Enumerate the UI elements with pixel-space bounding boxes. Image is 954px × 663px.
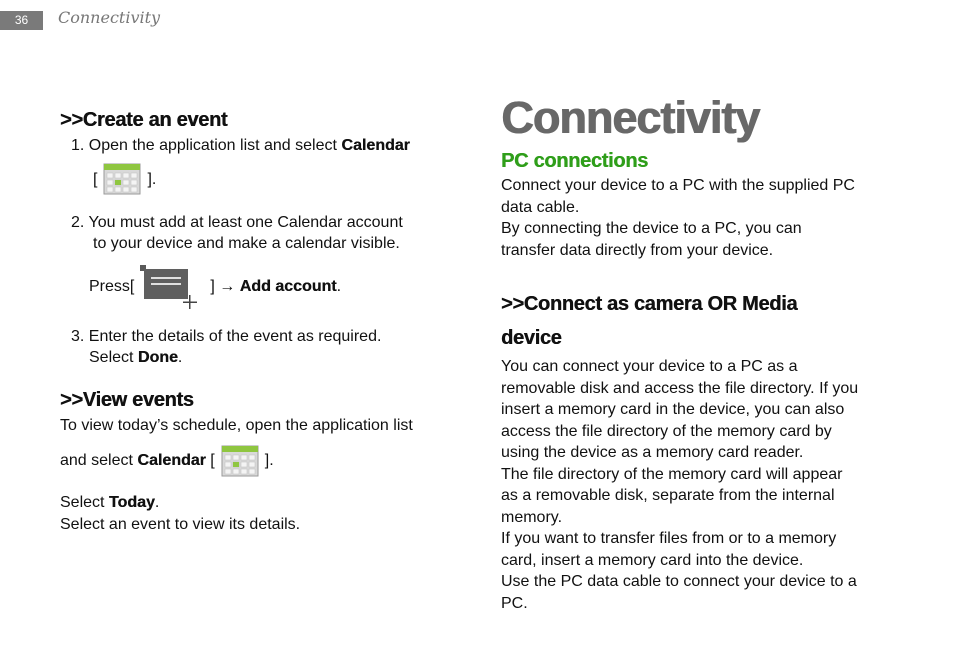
step-3-end: .: [177, 349, 183, 366]
camera-heading-line-1: >>Connect as camera OR Media: [501, 293, 798, 315]
today-select: Select: [60, 494, 109, 511]
view-line-2: [60, 444, 460, 478]
press-line: [60, 263, 460, 311]
left-column: [60, 106, 460, 535]
step-1: [60, 135, 460, 157]
camera-line: The file directory of the memory card will appear: [501, 465, 843, 483]
create-event-heading: >>Create an event: [60, 109, 228, 131]
camera-heading-line-2: device: [501, 327, 562, 349]
step-2-line-1: 2. You must add at least one Calendar account: [71, 213, 403, 231]
page-number: 36: [0, 11, 43, 30]
chapter-title: Connectivity: [501, 92, 760, 143]
view-bracket-open: [: [205, 452, 215, 469]
step-3-line-1: 3. Enter the details of the event as required.: [71, 327, 382, 345]
step-1-bold: Calendar: [341, 137, 410, 154]
camera-line: PC.: [501, 594, 528, 612]
calendar-icon: [103, 163, 141, 195]
step-2-line-2: to your device and make a calendar visible.: [93, 235, 400, 252]
camera-line: You can connect your device to a PC as a: [501, 358, 798, 375]
today-end: .: [154, 494, 160, 511]
press-end: .: [336, 277, 342, 295]
pc-line: transfer data directly from your device.: [501, 241, 774, 259]
camera-line: access the file directory of the memory card by: [501, 422, 832, 440]
view-line-1: To view today’s schedule, open the application list: [60, 416, 413, 434]
camera-line: card, insert a memory card into the device.: [501, 551, 804, 569]
camera-line: insert a memory card in the device, you can also: [501, 401, 845, 418]
running-header: Connectivity: [58, 8, 161, 27]
select-event-line: Select an event to view its details.: [60, 515, 301, 533]
camera-line: memory.: [501, 508, 563, 526]
right-column: [501, 92, 901, 614]
step-1-text: 1. Open the application list and select: [71, 137, 342, 154]
camera-line: removable disk and access the file directory. If you: [501, 379, 859, 397]
pc-line: data cable.: [501, 198, 580, 216]
view-bracket-close: ].: [264, 452, 274, 469]
menu-icon: [140, 263, 204, 311]
view-calendar-bold: Calendar: [137, 452, 206, 469]
press-text: Press[: [89, 277, 135, 295]
step-1-bracket-close: ].: [147, 170, 157, 188]
view-events-heading: >>View events: [60, 388, 194, 411]
step-1-bracket-open: [: [93, 170, 98, 188]
camera-line: as a removable disk, separate from the internal: [501, 487, 835, 504]
step-1-icon-line: [60, 163, 460, 197]
camera-line: Use the PC data cable to connect your device to a: [501, 573, 857, 590]
today-bold: Today: [108, 494, 155, 511]
step-3-line-2: [60, 347, 460, 369]
done-bold: Done: [137, 349, 178, 366]
pc-paragraph: [501, 175, 901, 261]
calendar-icon: [221, 445, 259, 477]
pc-line: Connect your device to a PC with the supplied PC: [501, 177, 855, 194]
camera-line: If you want to transfer files from or to a memory: [501, 530, 837, 547]
pc-line: By connecting the device to a PC, you can: [501, 220, 802, 237]
pc-connections-heading: PC connections: [501, 150, 648, 172]
camera-paragraph: [501, 356, 901, 614]
view-and: and select: [60, 452, 138, 469]
press-arrow: ] →: [210, 277, 240, 295]
today-line: [60, 492, 460, 514]
camera-line: using the device as a memory card reader.: [501, 444, 804, 461]
step-3-select: Select: [89, 349, 138, 366]
add-account-bold: Add account: [239, 277, 337, 295]
